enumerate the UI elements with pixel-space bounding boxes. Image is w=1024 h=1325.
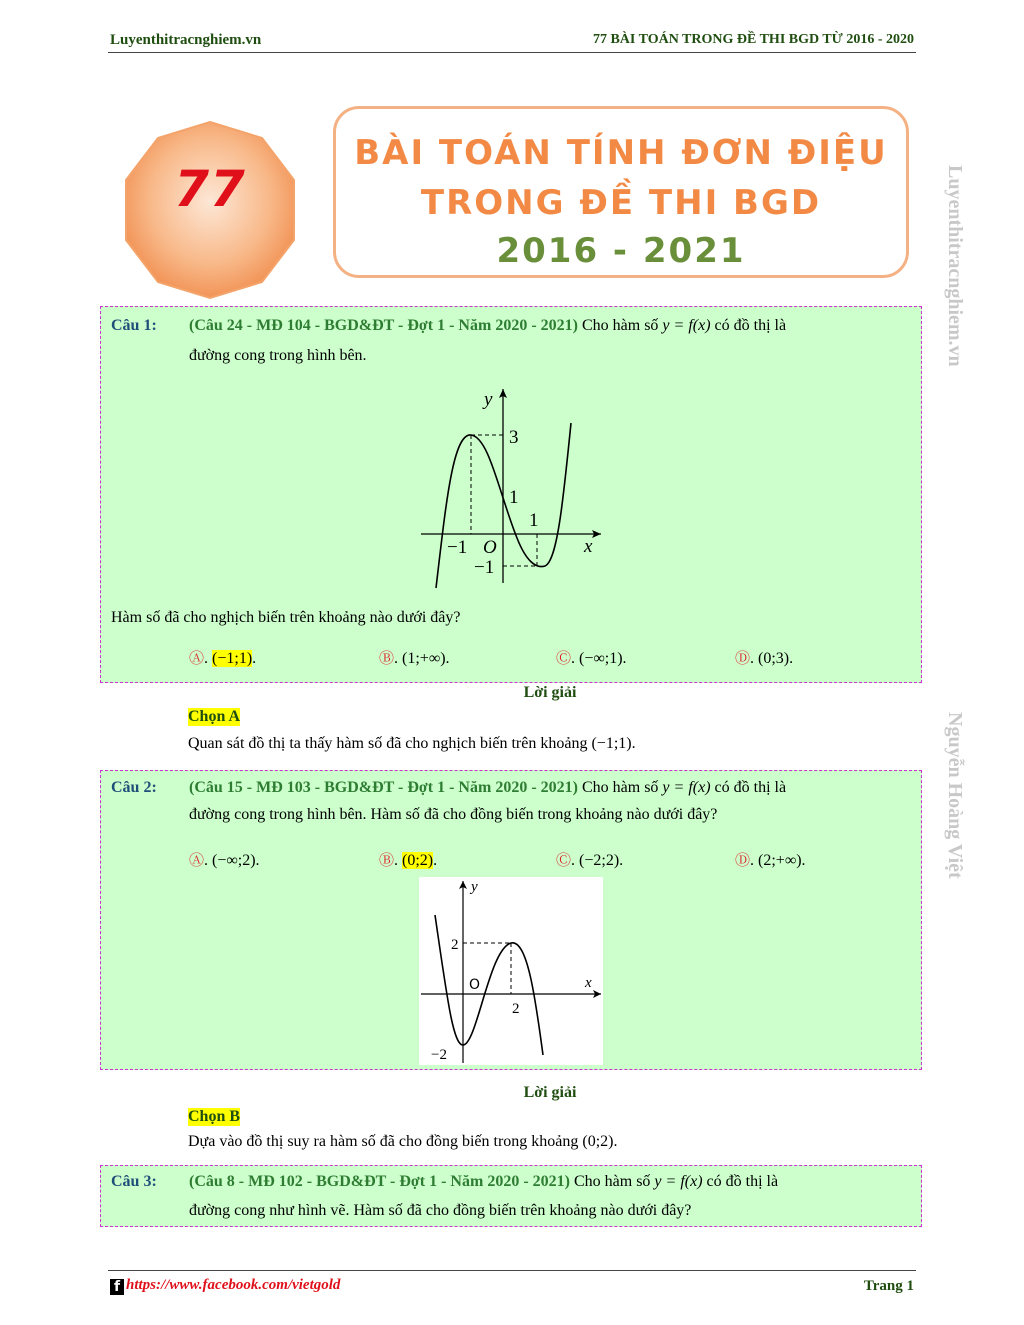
- q1-option-d-letter: Ⓓ: [735, 649, 751, 667]
- q2-answer: Chọn B: [188, 1108, 241, 1125]
- graph1-origin: O: [483, 537, 497, 558]
- question-3-source: (Câu 8 - MĐ 102 - BGD&ĐT - Đợt 1 - Năm 2020 - 2021): [189, 1173, 570, 1190]
- header-divider: [108, 52, 916, 53]
- q1-option-c[interactable]: Ⓒ. (−∞;1).: [556, 649, 627, 667]
- graph1-y-label: y: [484, 389, 493, 410]
- side-watermark-author: Nguyễn Hoàng Việt: [944, 712, 966, 879]
- graph2-y-label: y: [471, 879, 478, 895]
- q1-option-b-value: (1;+∞): [402, 650, 446, 667]
- question-1-source: (Câu 24 - MĐ 104 - BGD&ĐT - Đợt 1 - Năm 2020 - 2021): [189, 317, 578, 334]
- question-2-source: (Câu 15 - MĐ 103 - BGD&ĐT - Đợt 1 - Năm 2020 - 2021): [189, 779, 578, 796]
- graph1-tick-y1: 1: [509, 487, 519, 508]
- footer-divider: [108, 1270, 916, 1271]
- q1-option-c-letter: Ⓒ: [556, 649, 572, 667]
- q1-option-a-value: (−1;1): [212, 650, 253, 667]
- question-1-formula: y = f(x): [662, 317, 711, 334]
- q2-option-a[interactable]: Ⓐ. (−∞;2).: [189, 851, 260, 869]
- q1-option-c-value: (−∞;1): [579, 650, 623, 667]
- question-3-formula: y = f(x): [654, 1173, 703, 1190]
- question-1-line2: đường cong trong hình bên.: [189, 347, 367, 364]
- q2-solution-text: Dựa vào đồ thị suy ra hàm số đã cho đồng biến trong khoảng (0;2).: [188, 1133, 618, 1150]
- footer-facebook-link[interactable]: [110, 1277, 340, 1295]
- q1-solution-text: Quan sát đồ thị ta thấy hàm số đã cho nghịch biến trên khoảng (−1;1).: [188, 735, 636, 752]
- question-1-text-a: Cho hàm số: [581, 317, 659, 334]
- title-line-3: 2016 - 2021: [496, 231, 746, 271]
- q2-option-b-letter: Ⓑ: [379, 851, 395, 869]
- q2-option-b[interactable]: Ⓑ. (0;2).: [379, 851, 438, 869]
- question-3-text-a: Cho hàm số: [573, 1173, 651, 1190]
- header-site: Luyenthitracnghiem.vn: [110, 32, 262, 48]
- graph1-tick-x1: 1: [529, 510, 539, 531]
- graph1-x-label: x: [584, 536, 593, 557]
- question-3-label: Câu 3:: [111, 1173, 157, 1190]
- question-3-text-b: có đồ thị là: [706, 1173, 779, 1190]
- question-1-text-b: có đồ thị là: [714, 317, 787, 334]
- graph1-tick-xm1: −1: [447, 537, 468, 558]
- q1-option-b[interactable]: Ⓑ. (1;+∞).: [379, 649, 450, 667]
- graph2-tick-y2: 2: [451, 937, 459, 953]
- q2-option-c[interactable]: Ⓒ. (−2;2).: [556, 851, 624, 869]
- question-2-line2: đường cong trong hình bên. Hàm số đã cho đồng biến trong khoảng nào dưới đây?: [189, 806, 718, 823]
- question-3-box: [100, 1165, 922, 1227]
- facebook-icon: f: [110, 1279, 124, 1295]
- graph1-tick-3: 3: [509, 427, 519, 448]
- q2-option-c-value: (−2;2): [579, 852, 620, 869]
- question-1-box: [100, 306, 922, 683]
- q2-option-a-value: (−∞;2): [212, 852, 256, 869]
- question-2-label: Câu 2:: [111, 779, 157, 796]
- q1-solution-title: Lời giải: [523, 684, 577, 701]
- question-2-graph: [419, 877, 603, 1065]
- question-3-line2: đường cong như hình vẽ. Hàm số đã cho đồng biến trên khoảng nào dưới đây?: [189, 1202, 692, 1219]
- title-line-2: TRONG ĐỀ THI BGD: [420, 183, 822, 223]
- q1-option-a-letter: Ⓐ: [189, 649, 205, 667]
- badge-number: 77: [174, 160, 246, 218]
- header-title: 77 BÀI TOÁN TRONG ĐỀ THI BGD TỪ 2016 - 2020: [592, 32, 914, 47]
- q2-option-b-value: (0;2): [402, 852, 434, 869]
- q1-answer: Chọn A: [188, 708, 241, 725]
- graph2-origin: O: [469, 977, 481, 993]
- page-number: Trang 1: [863, 1278, 914, 1294]
- title-line-1: BÀI TOÁN TÍNH ĐƠN ĐIỆU: [354, 133, 888, 173]
- graph2-tick-x2: 2: [512, 1001, 520, 1017]
- question-1-graph: [411, 383, 611, 593]
- question-3-stem: [189, 1169, 911, 1195]
- q2-option-d-value: (2;+∞): [758, 852, 802, 869]
- q2-option-d-letter: Ⓓ: [735, 851, 751, 869]
- q1-option-d[interactable]: Ⓓ. (0;3).: [735, 649, 794, 667]
- footer-link-text: https://www.facebook.com/vietgold: [126, 1277, 341, 1293]
- side-watermark-site: Luyenthitracnghiem.vn: [944, 165, 966, 367]
- question-2-stem: [189, 775, 911, 801]
- graph1-tick-ym1: −1: [474, 557, 495, 578]
- question-2-text-a: Cho hàm số: [581, 779, 659, 796]
- graph2-tick-ym2: −2: [431, 1047, 447, 1063]
- title-box: [333, 106, 909, 278]
- q2-option-a-letter: Ⓐ: [189, 851, 205, 869]
- q2-option-d[interactable]: Ⓓ. (2;+∞).: [735, 851, 806, 869]
- graph2-x-label: x: [585, 975, 592, 991]
- q1-option-b-letter: Ⓑ: [379, 649, 395, 667]
- q1-option-a[interactable]: Ⓐ. (−1;1).: [189, 649, 257, 667]
- question-2-box: [100, 770, 922, 1070]
- question-1-label: Câu 1:: [111, 317, 157, 334]
- q2-solution-title: Lời giải: [523, 1084, 577, 1101]
- question-2-text-b: có đồ thị là: [714, 779, 787, 796]
- question-1-stem: [189, 313, 911, 339]
- question-1-question: Hàm số đã cho nghịch biến trên khoảng nào dưới đây?: [111, 609, 461, 626]
- q1-option-d-value: (0;3): [758, 650, 790, 667]
- question-2-formula: y = f(x): [662, 779, 711, 796]
- q2-option-c-letter: Ⓒ: [556, 851, 572, 869]
